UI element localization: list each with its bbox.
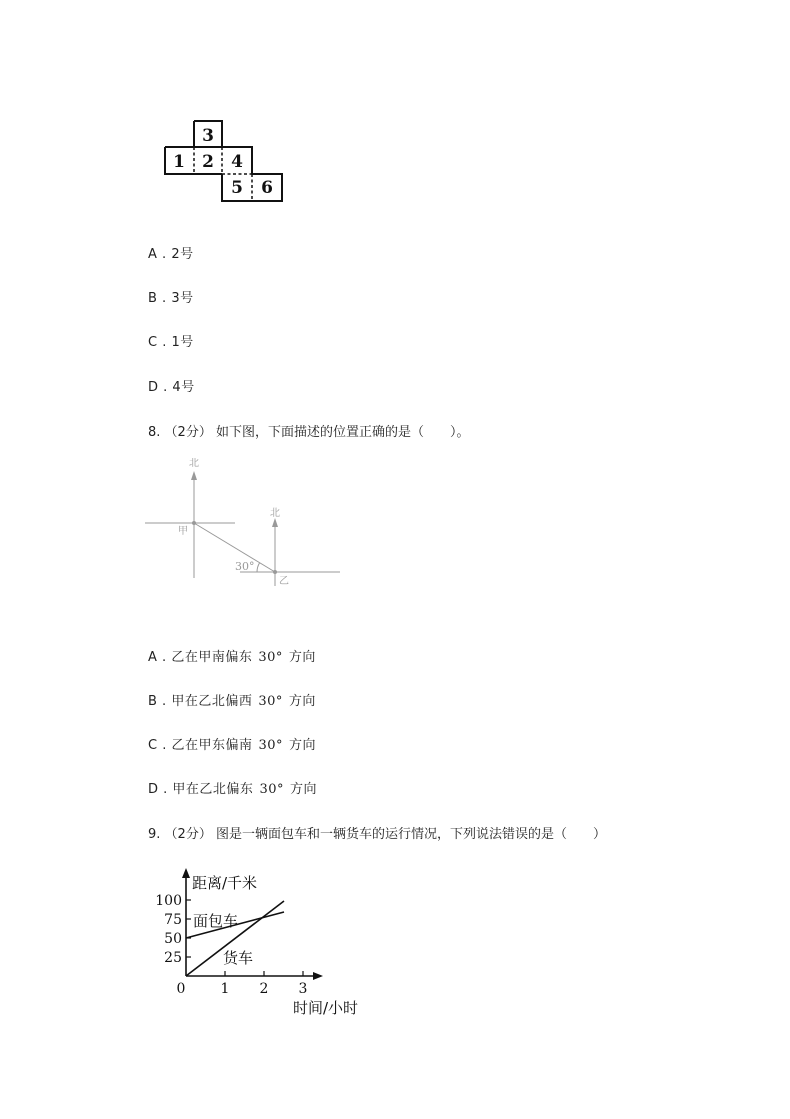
option-angle: 30° [259, 782, 284, 797]
y-axis-label: 距离/千米 [192, 874, 258, 892]
y-tick-50: 50 [164, 931, 182, 947]
y-axis-arrow [182, 868, 190, 878]
y-tick-75: 75 [164, 912, 182, 928]
q7-option-d[interactable]: D . 4号 [148, 380, 195, 395]
cube-net-figure [160, 118, 290, 204]
option-text: 乙在甲东偏南 [171, 738, 253, 753]
angle-label: 30° [235, 560, 255, 573]
option-letter: B [148, 291, 158, 306]
question-text: 如下图，下面描述的位置正确的是（ ）。 [215, 425, 470, 440]
point-jia-label: 甲 [178, 526, 188, 537]
y-tick-100: 100 [155, 893, 182, 909]
option-suffix: 方向 [289, 782, 317, 797]
truck-label: 货车 [223, 949, 254, 967]
north-label-jia: 北 [189, 458, 199, 469]
y-tick-25: 25 [164, 950, 182, 966]
direction-figure [145, 458, 345, 590]
q8-option-a[interactable]: A . 乙在甲南偏东 30° 方向 [148, 650, 316, 665]
cube-face-5: 5 [231, 178, 243, 198]
option-letter: C [148, 335, 158, 350]
cube-face-4: 4 [231, 152, 243, 172]
cube-face-6: 6 [261, 178, 273, 198]
distance-time-chart [145, 862, 385, 1022]
q7-option-c[interactable]: C . 1号 [148, 335, 194, 350]
option-text: 甲在乙北偏东 [172, 782, 254, 797]
q9-stem [148, 823, 606, 842]
option-text: 甲在乙北偏西 [171, 694, 253, 709]
option-angle: 30° [258, 650, 283, 665]
option-text: 4号 [172, 380, 195, 395]
cube-face-2: 2 [202, 152, 214, 172]
q8-option-d[interactable]: D . 甲在乙北偏东 30° 方向 [148, 782, 317, 797]
x-tick-2: 2 [259, 981, 269, 997]
option-suffix: 方向 [288, 694, 316, 709]
option-angle: 30° [258, 694, 283, 709]
cube-face-3: 3 [202, 126, 214, 146]
option-letter: C [148, 738, 158, 753]
question-number: 8. [148, 425, 161, 440]
option-text: 1号 [171, 335, 194, 350]
q8-option-c[interactable]: C . 乙在甲东偏南 30° 方向 [148, 738, 317, 753]
x-axis-label: 时间/小时 [293, 999, 359, 1017]
q7-option-b[interactable]: B . 3号 [148, 291, 194, 306]
x-axis-arrow [313, 972, 323, 980]
question-score: （2分） [164, 425, 212, 440]
option-text: 2号 [171, 247, 194, 262]
q8-option-b[interactable]: B . 甲在乙北偏西 30° 方向 [148, 694, 316, 709]
bread-van-label: 面包车 [193, 912, 239, 930]
point-yi-label: 乙 [279, 576, 289, 587]
q8-stem [148, 421, 469, 440]
option-text: 3号 [171, 291, 194, 306]
question-score: （2分） [164, 827, 212, 842]
option-text: 乙在甲南偏东 [171, 650, 253, 665]
option-angle: 30° [258, 738, 284, 753]
question-text: 图是一辆面包车和一辆货车的运行情况，下列说法错误的是（ ） [215, 827, 606, 842]
option-letter: D [148, 782, 159, 797]
option-letter: B [148, 694, 158, 709]
question-number: 9. [148, 827, 161, 842]
q7-option-a[interactable]: A . 2号 [148, 247, 194, 262]
option-letter: A [148, 247, 158, 262]
option-letter: D [148, 380, 159, 395]
option-suffix: 方向 [288, 650, 316, 665]
north-label-yi: 北 [270, 508, 280, 519]
option-letter: A [148, 650, 158, 665]
x-tick-3: 3 [298, 981, 308, 997]
option-suffix: 方向 [289, 738, 317, 753]
cube-face-1: 1 [173, 152, 185, 172]
x-tick-1: 1 [220, 981, 230, 997]
x-tick-0: 0 [176, 981, 186, 997]
